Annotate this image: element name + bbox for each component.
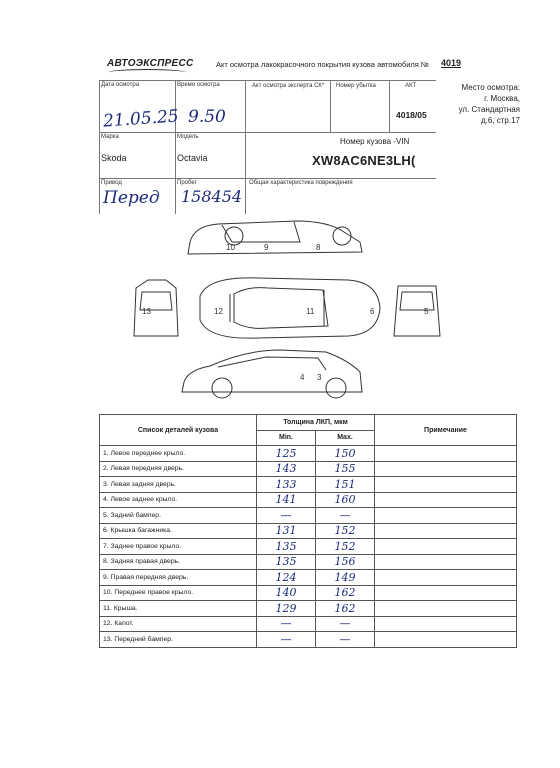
logo-swoosh bbox=[108, 69, 186, 76]
company-logo: АВТОЭКСПРЕСС bbox=[107, 58, 194, 69]
max-value: — bbox=[316, 508, 375, 524]
max-value: 162 bbox=[316, 585, 375, 601]
table-row bbox=[100, 616, 517, 632]
parts-thickness-table bbox=[99, 414, 517, 648]
model-label: Модель bbox=[177, 134, 199, 140]
brand-label: Марка bbox=[101, 134, 119, 140]
table-row bbox=[100, 477, 517, 493]
table-row bbox=[100, 492, 517, 508]
min-value: 135 bbox=[257, 539, 316, 555]
part-name: 4. Левое заднее крыло. bbox=[100, 492, 257, 508]
part-name: 8. Задняя правая дверь. bbox=[100, 554, 257, 570]
place-label: Место осмотра: bbox=[461, 83, 520, 92]
date-label: Дата осмотра bbox=[101, 82, 140, 88]
loss-number-label: Номер убытка bbox=[336, 83, 376, 89]
col-note-header: Примечание bbox=[375, 415, 517, 446]
note-cell bbox=[375, 570, 517, 586]
note-cell bbox=[375, 461, 517, 477]
part-name: 13. Передний бампер. bbox=[100, 632, 257, 648]
zone-number: 9 bbox=[264, 243, 269, 252]
min-value: — bbox=[257, 632, 316, 648]
mileage-label: Пробег bbox=[177, 180, 197, 186]
max-value: 162 bbox=[316, 601, 375, 617]
grid-line bbox=[245, 132, 246, 178]
max-value: 150 bbox=[316, 446, 375, 462]
note-cell bbox=[375, 616, 517, 632]
min-value: — bbox=[257, 508, 316, 524]
grid-line bbox=[389, 80, 390, 132]
table-row bbox=[100, 570, 517, 586]
zone-number: 3 bbox=[317, 373, 322, 382]
col-parts-header: Список деталей кузова bbox=[100, 415, 257, 446]
min-value: 129 bbox=[257, 601, 316, 617]
table-row bbox=[100, 461, 517, 477]
max-value: 155 bbox=[316, 461, 375, 477]
zone-number: 4 bbox=[300, 373, 305, 382]
max-value: — bbox=[316, 616, 375, 632]
part-name: 6. Крышка багажника. bbox=[100, 523, 257, 539]
brand-value: Skoda bbox=[101, 153, 127, 163]
document-title: Акт осмотра лакокрасочного покрытия кузова автомобиля № bbox=[216, 60, 429, 69]
vin-label: Номер кузова -VIN bbox=[340, 137, 410, 146]
place-line: г. Москва, bbox=[484, 94, 520, 103]
grid-line bbox=[99, 80, 100, 214]
note-cell bbox=[375, 632, 517, 648]
act-value: 4018/05 bbox=[396, 110, 427, 120]
zone-number: 10 bbox=[226, 243, 235, 252]
vin-value: XW8AC6NE3LH( bbox=[312, 153, 416, 168]
zone-number: 5 bbox=[424, 307, 429, 316]
table-row bbox=[100, 585, 517, 601]
drive-value: Перед bbox=[103, 188, 160, 208]
min-value: 141 bbox=[257, 492, 316, 508]
part-name: 7. Заднее правое крыло. bbox=[100, 539, 257, 555]
grid-line bbox=[330, 80, 331, 132]
grid-line bbox=[245, 80, 246, 132]
note-cell bbox=[375, 477, 517, 493]
table-row bbox=[100, 554, 517, 570]
note-cell bbox=[375, 601, 517, 617]
inspection-place bbox=[440, 82, 520, 126]
max-value: 149 bbox=[316, 570, 375, 586]
min-value: 143 bbox=[257, 461, 316, 477]
expert-act-label: Акт осмотра эксперта СК* bbox=[252, 83, 325, 89]
col-min-header: Min. bbox=[257, 430, 316, 446]
zone-number: 11 bbox=[306, 307, 315, 316]
place-line: д.6, стр.17 bbox=[480, 116, 520, 125]
max-value: 160 bbox=[316, 492, 375, 508]
act-label: АКТ bbox=[405, 83, 417, 89]
note-cell bbox=[375, 585, 517, 601]
part-name: 9. Правая передняя дверь. bbox=[100, 570, 257, 586]
min-value: 135 bbox=[257, 554, 316, 570]
zone-number: 8 bbox=[316, 243, 321, 252]
max-value: 151 bbox=[316, 477, 375, 493]
min-value: — bbox=[257, 616, 316, 632]
max-value: 152 bbox=[316, 539, 375, 555]
max-value: 156 bbox=[316, 554, 375, 570]
zone-number: 6 bbox=[370, 307, 375, 316]
place-line: ул. Стандартная bbox=[458, 105, 520, 114]
table-row bbox=[100, 446, 517, 462]
table-row bbox=[100, 601, 517, 617]
drive-label: Привод bbox=[101, 180, 122, 186]
part-name: 1. Левое переднее крыло. bbox=[100, 446, 257, 462]
max-value: 152 bbox=[316, 523, 375, 539]
min-value: 140 bbox=[257, 585, 316, 601]
part-name: 12. Капот. bbox=[100, 616, 257, 632]
grid-line bbox=[175, 80, 176, 214]
time-label: Время осмотра bbox=[177, 82, 220, 88]
model-value: Octavia bbox=[177, 153, 208, 163]
car-body-diagram bbox=[118, 212, 450, 412]
note-cell bbox=[375, 523, 517, 539]
grid-line bbox=[99, 80, 436, 81]
note-cell bbox=[375, 554, 517, 570]
min-value: 133 bbox=[257, 477, 316, 493]
zone-number: 13 bbox=[142, 307, 151, 316]
min-value: 125 bbox=[257, 446, 316, 462]
grid-line bbox=[245, 178, 246, 214]
grid-line bbox=[99, 132, 436, 133]
part-name: 5. Задний бампер. bbox=[100, 508, 257, 524]
note-cell bbox=[375, 492, 517, 508]
col-max-header: Max. bbox=[316, 430, 375, 446]
note-cell bbox=[375, 508, 517, 524]
table-row bbox=[100, 539, 517, 555]
max-value: — bbox=[316, 632, 375, 648]
note-cell bbox=[375, 539, 517, 555]
part-name: 10. Переднее правое крыло. bbox=[100, 585, 257, 601]
table-row bbox=[100, 508, 517, 524]
part-name: 2. Левая передняя дверь. bbox=[100, 461, 257, 477]
zone-number: 12 bbox=[214, 307, 223, 316]
grid-line bbox=[99, 178, 436, 179]
min-value: 131 bbox=[257, 523, 316, 539]
table-row bbox=[100, 632, 517, 648]
min-value: 124 bbox=[257, 570, 316, 586]
damage-label: Общая характеристика повреждения bbox=[249, 180, 353, 186]
mileage-value: 158454 bbox=[181, 187, 243, 206]
part-name: 11. Крыша. bbox=[100, 601, 257, 617]
note-cell bbox=[375, 446, 517, 462]
time-value: 9.50 bbox=[188, 107, 226, 127]
table-row bbox=[100, 523, 517, 539]
part-name: 3. Левая задняя дверь. bbox=[100, 477, 257, 493]
document-number: 4019 bbox=[441, 58, 462, 68]
date-value: 21.05.25 bbox=[102, 106, 180, 132]
col-thickness-header: Толщина ЛКП, мкм bbox=[257, 415, 375, 431]
